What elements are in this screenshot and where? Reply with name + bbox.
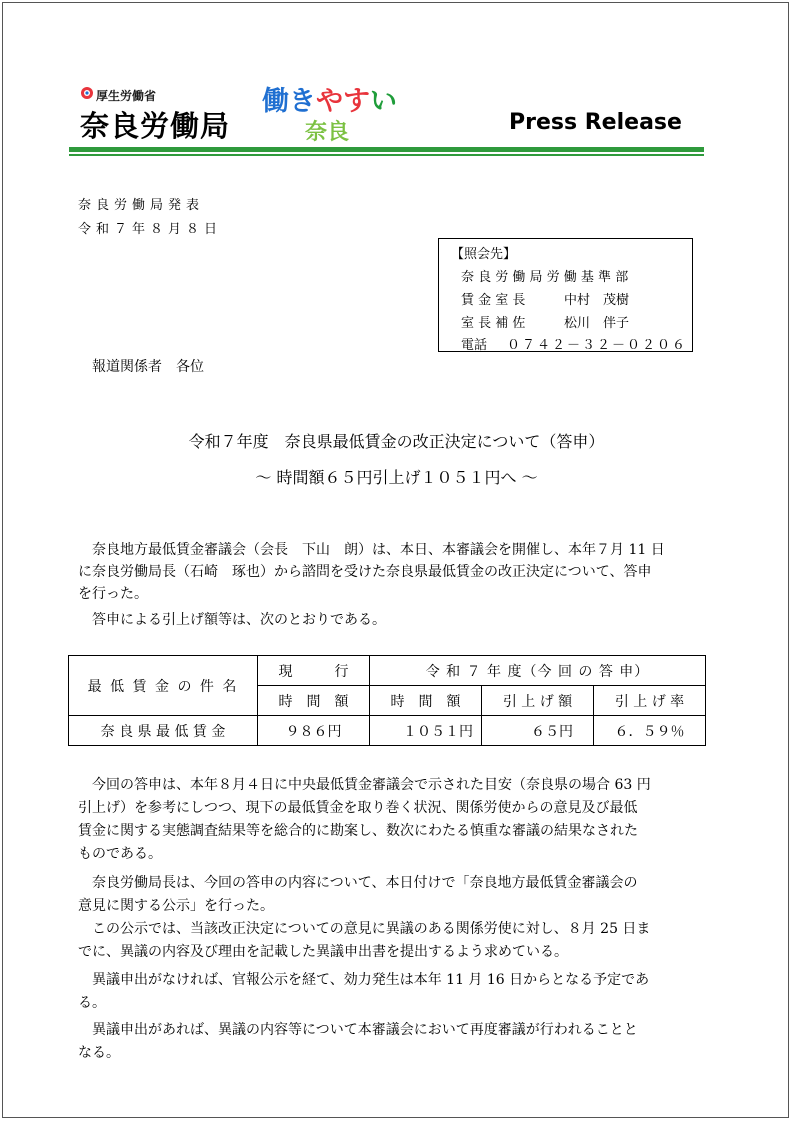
contact-person1-role: 賃 金 室 長 (461, 293, 526, 308)
table-subheader-increase: 引 上 げ 額 (482, 686, 594, 716)
table-cell-increase: ６５円 (482, 716, 594, 746)
body-line: ものである。 (78, 846, 162, 862)
ministry-logo-icon (80, 86, 94, 100)
ministry-name: 厚生労働省 (96, 89, 157, 103)
contact-dept: 奈 良 労 働 局 労 働 基 準 部 (461, 270, 629, 285)
body-line: 異議申出がなければ、官報公示を経て、効力発生は本年 11 月 16 日からとなる予定であ (92, 972, 650, 988)
body-line: 賃金に関する実態調査結果等を総合的に勘案し、数次にわたる慎重な審議の結果なされた (78, 823, 638, 839)
table-subheader-rate: 引 上 げ 率 (594, 686, 706, 716)
intro-line: に奈良労働局長（石崎 琢也）から諮問を受けた奈良県最低賃金の改正決定について、答申 (78, 564, 652, 580)
table-cell-name: 奈 良 県 最 低 賃 金 (69, 716, 258, 746)
title-line2: ～ 時間額６５円引上げ１０５１円へ ～ (255, 468, 538, 487)
press-release-label: Press Release (509, 110, 682, 135)
header-rule-thick (69, 147, 704, 152)
wage-table (68, 655, 706, 746)
body-line: なる。 (78, 1045, 120, 1061)
slogan-part2: やす (316, 86, 370, 117)
body-line: 奈良労働局長は、今回の答申の内容について、本日付けで「奈良地方最低賃金審議会の (92, 875, 638, 891)
intro-line: を行った。 (78, 586, 148, 602)
body-line: る。 (78, 995, 106, 1011)
intro-line: 奈良地方最低賃金審議会（会長 下山 朗）は、本日、本審議会を開催し、本年７月 11 日 (92, 542, 665, 558)
slogan-part3: い (370, 86, 397, 117)
body-line: この公示では、当該改正決定についての意見に異議のある関係労使に対し、８月 25 日ま (92, 921, 651, 937)
body-line: 意見に関する公示」を行った。 (78, 898, 274, 914)
table-header-name: 最 低 賃 金 の 件 名 (69, 656, 258, 716)
slogan-part1: 働き (262, 86, 316, 117)
table-cell-current: ９８６円 (258, 716, 370, 746)
issue-date: 令和７年８月８日 (78, 222, 223, 237)
table-subheader-new-hourly: 時 間 額 (370, 686, 482, 716)
body-line: 引上げ）を参考にしつつ、現下の最低賃金を取り巻く状況、関係労使からの意見及び最低 (78, 800, 638, 816)
contact-phone: ０７４２－３２－０２０６ (507, 338, 688, 353)
contact-heading: 【照会先】 (451, 247, 517, 262)
body-line: 異議申出があれば、異議の内容等について本審議会において再度審議が行われることと (92, 1022, 638, 1038)
table-subheader-current-hourly: 時 間 額 (258, 686, 370, 716)
title-line1: 令和７年度 奈良県最低賃金の改正決定について（答申） (188, 432, 605, 451)
issuer: 奈良労働局発表 (78, 198, 205, 213)
bureau-name: 奈良労働局 (80, 109, 231, 143)
contact-person2-name: 松川 伴子 (564, 316, 630, 331)
intro-line: 答申による引上げ額等は、次のとおりである。 (92, 612, 386, 628)
table-header-new: 令 和 ７ 年 度（今 回 の 答 申） (370, 656, 706, 686)
table-cell-rate: ６．５９％ (594, 716, 706, 746)
contact-person2-role: 室 長 補 佐 (461, 316, 526, 331)
contact-box (438, 238, 693, 352)
contact-phone-label: 電話 (461, 338, 488, 353)
body-line: 今回の答申は、本年８月４日に中央最低賃金審議会で示された目安（奈良県の場合 63 円 (92, 777, 651, 793)
table-row (69, 716, 706, 746)
slogan-line2: 奈良 (305, 120, 350, 145)
recipients: 報道関係者 各位 (92, 359, 204, 375)
table-cell-new: １０５１円 (370, 716, 482, 746)
body-line: でに、異議の内容及び理由を記載した異議申出書を提出するよう求めている。 (78, 944, 568, 960)
contact-person1-name: 中村 茂樹 (564, 293, 630, 308)
slogan-line1 (262, 79, 397, 118)
table-header-current: 現 行 (258, 656, 370, 686)
header-rule-thin (69, 154, 704, 156)
